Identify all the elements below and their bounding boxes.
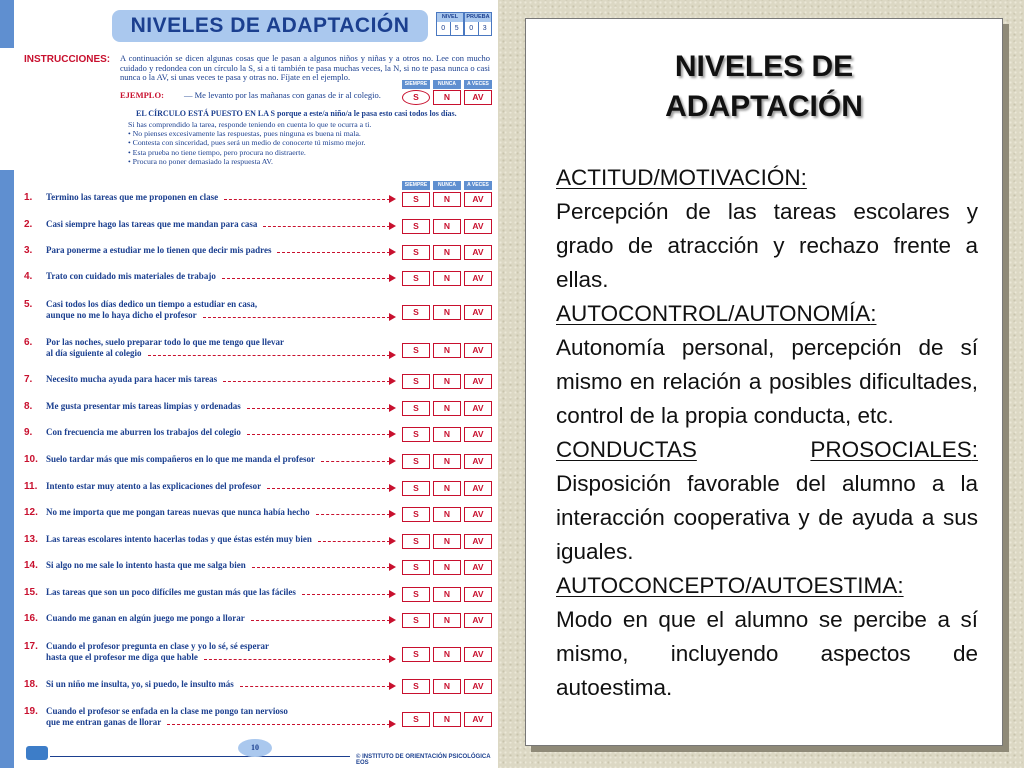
dashed-arrow-icon — [223, 381, 390, 382]
answer-av: AV — [464, 454, 492, 469]
item-text: Necesito mucha ayuda para hacer mis tareas — [46, 374, 218, 384]
margin-bar — [0, 0, 14, 48]
section-prosociales — [556, 433, 978, 569]
item-text-continued: hasta que el profesor me diga que hable — [46, 652, 198, 662]
item-text: Casi todos los días dedico un tiempo a estudiar en casa, — [46, 299, 258, 309]
answer-s: S — [402, 647, 430, 662]
circle-note: EL CÍRCULO ESTÁ PUESTO EN LA S porque a este/a niño/a le pasa esto casi todos los días. — [136, 109, 457, 118]
example-text: — Me levanto por las mañanas con ganas de ir al colegio. — [184, 90, 381, 100]
publisher-logo-icon — [26, 746, 48, 760]
questionnaire-item — [24, 560, 494, 582]
item-text: Para ponerme a estudiar me lo tienen que decir mis padres — [46, 245, 272, 255]
answer-row — [402, 712, 495, 727]
item-number: 17. — [24, 641, 38, 652]
worksheet-title: NIVELES DE ADAPTACIÓN — [112, 10, 428, 42]
example-answer-headers — [402, 80, 495, 89]
answer-av: AV — [464, 587, 492, 602]
questionnaire-item — [24, 192, 494, 214]
questionnaire-item — [24, 219, 494, 241]
answer-row — [402, 613, 495, 628]
item-number: 8. — [24, 401, 33, 412]
answer-n: N — [433, 192, 461, 207]
dashed-arrow-icon — [267, 488, 390, 489]
answer-av: AV — [464, 534, 492, 549]
answer-row — [402, 219, 495, 234]
answer-row — [402, 454, 495, 469]
item-number: 4. — [24, 271, 33, 282]
answer-n: N — [433, 613, 461, 628]
answer-row — [402, 245, 495, 260]
questionnaire-item — [24, 706, 494, 728]
answer-s: S — [402, 401, 430, 416]
section-heading: AUTOCONTROL/AUTONOMÍA: — [556, 301, 877, 326]
dashed-arrow-icon — [263, 226, 390, 227]
questionnaire-item — [24, 507, 494, 529]
questionnaire-item — [24, 587, 494, 609]
answer-n: N — [433, 90, 461, 105]
item-number: 6. — [24, 337, 33, 348]
dashed-arrow-icon — [224, 199, 390, 200]
item-number: 18. — [24, 679, 38, 690]
questionnaire-item — [24, 481, 494, 503]
questionnaire-item — [24, 427, 494, 449]
item-number: 14. — [24, 560, 38, 571]
dashed-arrow-icon — [302, 594, 390, 595]
answer-row — [402, 305, 495, 320]
answer-header: NUNCA — [433, 181, 461, 190]
answer-header: SIEMPRE — [402, 181, 430, 190]
answer-row — [402, 560, 495, 575]
answer-header: A VECES — [464, 181, 492, 190]
item-text: Con frecuencia me aburren los trabajos del colegio — [46, 427, 241, 437]
answer-av: AV — [464, 374, 492, 389]
answer-row — [402, 271, 495, 286]
dashed-arrow-icon — [277, 252, 390, 253]
card-title-line: ADAPTACIÓN — [665, 90, 863, 123]
item-text: Suelo tardar más que mis compañeros en lo que me manda el profesor — [46, 454, 315, 464]
answer-av: AV — [464, 271, 492, 286]
example-label: EJEMPLO: — [120, 90, 164, 100]
item-text: Termino las tareas que me proponen en clase — [46, 192, 219, 202]
item-text: No me importa que me pongan tareas nuevas que nunca había hecho — [46, 507, 310, 517]
item-number: 9. — [24, 427, 33, 438]
item-number: 5. — [24, 299, 33, 310]
item-text: Trato con cuidado mis materiales de trabajo — [46, 271, 216, 281]
section-body: Autonomía personal, percepción de sí mismo en relación a posibles dificultades, control de la propia conducta, etc. — [556, 335, 978, 428]
dashed-arrow-icon — [203, 317, 390, 318]
dashed-arrow-icon — [316, 514, 390, 515]
item-text: Las tareas escolares intento hacerlas todas y que éstas estén muy bien — [46, 534, 312, 544]
instructions-label: INSTRUCCIONES: — [24, 54, 111, 65]
answer-n: N — [433, 343, 461, 358]
dashed-arrow-icon — [204, 659, 390, 660]
answer-row — [402, 587, 495, 602]
answer-s: S — [402, 374, 430, 389]
dashed-arrow-icon — [240, 686, 390, 687]
item-text: Cuando me ganan en algún juego me pongo a llorar — [46, 613, 245, 623]
answer-row — [402, 343, 495, 358]
answer-row — [402, 192, 495, 207]
answer-n: N — [433, 534, 461, 549]
publisher-credit: © INSTITUTO DE ORIENTACIÓN PSICOLÓGICA EOS — [356, 754, 491, 766]
answer-row — [402, 401, 495, 416]
answer-row — [402, 534, 495, 549]
test-code-header: PRUEBA — [466, 14, 490, 20]
answer-n: N — [433, 712, 461, 727]
answer-av: AV — [464, 560, 492, 575]
item-number: 12. — [24, 507, 38, 518]
section-autoconcepto — [556, 569, 978, 705]
answer-av: AV — [464, 712, 492, 727]
answer-s: S — [402, 454, 430, 469]
description-card — [525, 18, 1003, 746]
answer-header: A VECES — [464, 80, 492, 89]
bullet: • Procura no poner demasiado la respuesta AV. — [128, 156, 273, 166]
section-heading: ACTITUD/MOTIVACIÓN: — [556, 165, 807, 190]
section-autocontrol — [556, 297, 978, 433]
code-cell: 5 — [450, 22, 464, 35]
answer-s: S — [402, 305, 430, 320]
instructions-text: A continuación se dicen algunas cosas que le pasan a algunos niños y niñas y a otros no. Lee con mucho cuidado y redondea con un círculo la S, si a ti también te pasa muchas veces, la N, si no te pasa nunca o casi nunca o la AV, si unas veces te pasa y otras no. Fíjate en el ejemplo. — [120, 53, 490, 82]
level-code-header: NIVEL — [437, 13, 463, 22]
section-heading: CONDUCTAS PROSOCIALES: — [556, 437, 978, 462]
item-text: Cuando el profesor se enfada en la clase me pongo tan nervioso — [46, 706, 288, 716]
questionnaire-item — [24, 679, 494, 701]
section-body: Disposición favorable del alumno a la interacción cooperativa y de ayuda a sus iguales. — [556, 471, 978, 564]
dashed-arrow-icon — [252, 567, 390, 568]
answer-av: AV — [464, 507, 492, 522]
answer-s: S — [402, 507, 430, 522]
item-text: Por las noches, suelo preparar todo lo que me tengo que llevar — [46, 337, 284, 347]
item-text: Intento estar muy atento a las explicaciones del profesor — [46, 481, 262, 491]
answer-n: N — [433, 271, 461, 286]
answer-n: N — [433, 374, 461, 389]
questionnaire-item — [24, 271, 494, 293]
answer-s: S — [402, 613, 430, 628]
item-number: 1. — [24, 192, 33, 203]
item-text: Casi siempre hago las tareas que me mandan para casa — [46, 219, 258, 229]
questionnaire-item — [24, 374, 494, 396]
questionnaire-item — [24, 534, 494, 556]
code-cell: 3 — [478, 22, 492, 35]
questionnaire-item — [24, 337, 494, 359]
answer-s: S — [402, 219, 430, 234]
card-title-line: NIVELES DE — [674, 50, 854, 83]
answer-av: AV — [464, 427, 492, 442]
dashed-arrow-icon — [251, 620, 390, 621]
dashed-arrow-icon — [222, 278, 390, 279]
example-answer-row — [402, 90, 495, 105]
dashed-arrow-icon — [318, 541, 390, 542]
item-number: 7. — [24, 374, 33, 385]
dashed-arrow-icon — [247, 434, 390, 435]
answer-n: N — [433, 427, 461, 442]
dashed-arrow-icon — [247, 408, 390, 409]
answer-s: S — [402, 343, 430, 358]
item-text-continued: aunque no me lo haya dicho el profesor — [46, 310, 197, 320]
section-body: Modo en que el alumno se percibe a sí mismo, incluyendo aspectos de autoestima. — [556, 607, 978, 700]
answer-header: SIEMPRE — [402, 80, 430, 89]
code-cell: 0 — [469, 25, 474, 32]
code-cell: 0 — [441, 25, 446, 32]
answer-s: S — [402, 679, 430, 694]
bullet: • Contesta con sinceridad, pues será un medio de conocerte tú mismo mejor. — [128, 138, 366, 148]
item-number: 11. — [24, 481, 38, 492]
answer-s: S — [402, 534, 430, 549]
answer-n: N — [433, 507, 461, 522]
answer-av: AV — [464, 647, 492, 662]
card-content — [556, 161, 978, 705]
item-text: Si un niño me insulta, yo, si puedo, le insulto más — [46, 679, 234, 689]
answer-av: AV — [464, 613, 492, 628]
bullet: Si has comprendido la tarea, responde teniendo en cuenta lo que te ocurra a ti. — [128, 120, 372, 129]
answer-row — [402, 647, 495, 662]
item-number: 10. — [24, 454, 38, 465]
item-text: Me gusta presentar mis tareas limpias y ordenadas — [46, 401, 241, 411]
answer-n: N — [433, 587, 461, 602]
answer-s: S — [402, 427, 430, 442]
answer-av: AV — [464, 343, 492, 358]
answer-av: AV — [464, 401, 492, 416]
answer-s: S — [402, 560, 430, 575]
answer-av: AV — [464, 305, 492, 320]
instruction-bullets — [128, 120, 371, 166]
answer-row — [402, 374, 495, 389]
questionnaire-item — [24, 245, 494, 267]
answer-s: S — [402, 192, 430, 207]
footer-divider — [50, 756, 350, 757]
section-actitud — [556, 161, 978, 297]
answer-n: N — [433, 305, 461, 320]
questionnaire-item — [24, 641, 494, 663]
dashed-arrow-icon — [148, 355, 390, 356]
answer-n: N — [433, 679, 461, 694]
answer-n: N — [433, 647, 461, 662]
answer-av: AV — [464, 192, 492, 207]
questionnaire-item — [24, 299, 494, 321]
item-number: 19. — [24, 706, 38, 717]
card-title — [526, 47, 1002, 127]
answer-header: NUNCA — [433, 80, 461, 89]
item-number: 16. — [24, 613, 38, 624]
level-code-box — [436, 12, 464, 36]
answer-s: S — [402, 245, 430, 260]
answer-row — [402, 507, 495, 522]
item-text-continued: que me entran ganas de llorar — [46, 717, 162, 727]
page-number: 10 — [238, 739, 272, 757]
answer-s: S — [402, 587, 430, 602]
questionnaire-item — [24, 613, 494, 635]
item-number: 2. — [24, 219, 33, 230]
questionnaire-item — [24, 401, 494, 423]
answer-av: AV — [464, 90, 492, 105]
item-text-continued: al día siguiente al colegio — [46, 348, 142, 358]
section-heading: AUTOCONCEPTO/AUTOESTIMA: — [556, 573, 904, 598]
answer-av: AV — [464, 481, 492, 496]
worksheet-image — [0, 0, 498, 768]
answer-av: AV — [464, 219, 492, 234]
dashed-arrow-icon — [167, 724, 390, 725]
dashed-arrow-icon — [321, 461, 390, 462]
item-text: Si algo no me sale lo intento hasta que me salga bien — [46, 560, 246, 570]
answer-av: AV — [464, 679, 492, 694]
answer-s: S — [402, 481, 430, 496]
answer-n: N — [433, 245, 461, 260]
answer-n: N — [433, 454, 461, 469]
answer-s: S — [402, 271, 430, 286]
item-number: 13. — [24, 534, 38, 545]
answer-av: AV — [464, 245, 492, 260]
answer-row — [402, 481, 495, 496]
item-number: 15. — [24, 587, 38, 598]
questionnaire-item — [24, 454, 494, 476]
answer-n: N — [433, 560, 461, 575]
item-text: Cuando el profesor pregunta en clase y yo lo sé, sé esperar — [46, 641, 269, 651]
margin-bar — [0, 170, 14, 768]
answer-column-headers — [402, 181, 495, 190]
section-body: Percepción de las tareas escolares y grado de atracción y rechazo frente a ellas. — [556, 199, 978, 292]
item-number: 3. — [24, 245, 33, 256]
answer-row — [402, 679, 495, 694]
answer-n: N — [433, 481, 461, 496]
bullet: • Esta prueba no tiene tiempo, pero procura no distraerte. — [128, 147, 306, 157]
answer-n: N — [433, 401, 461, 416]
answer-n: N — [433, 219, 461, 234]
bullet: • No pienses excesivamente las respuestas, pues ninguna es buena ni mala. — [128, 129, 361, 139]
test-code-box — [464, 12, 492, 36]
item-text: Las tareas que son un poco difíciles me gustan más que las fáciles — [46, 587, 296, 597]
answer-s: S — [402, 712, 430, 727]
answer-row — [402, 427, 495, 442]
answer-s: S — [402, 90, 430, 105]
